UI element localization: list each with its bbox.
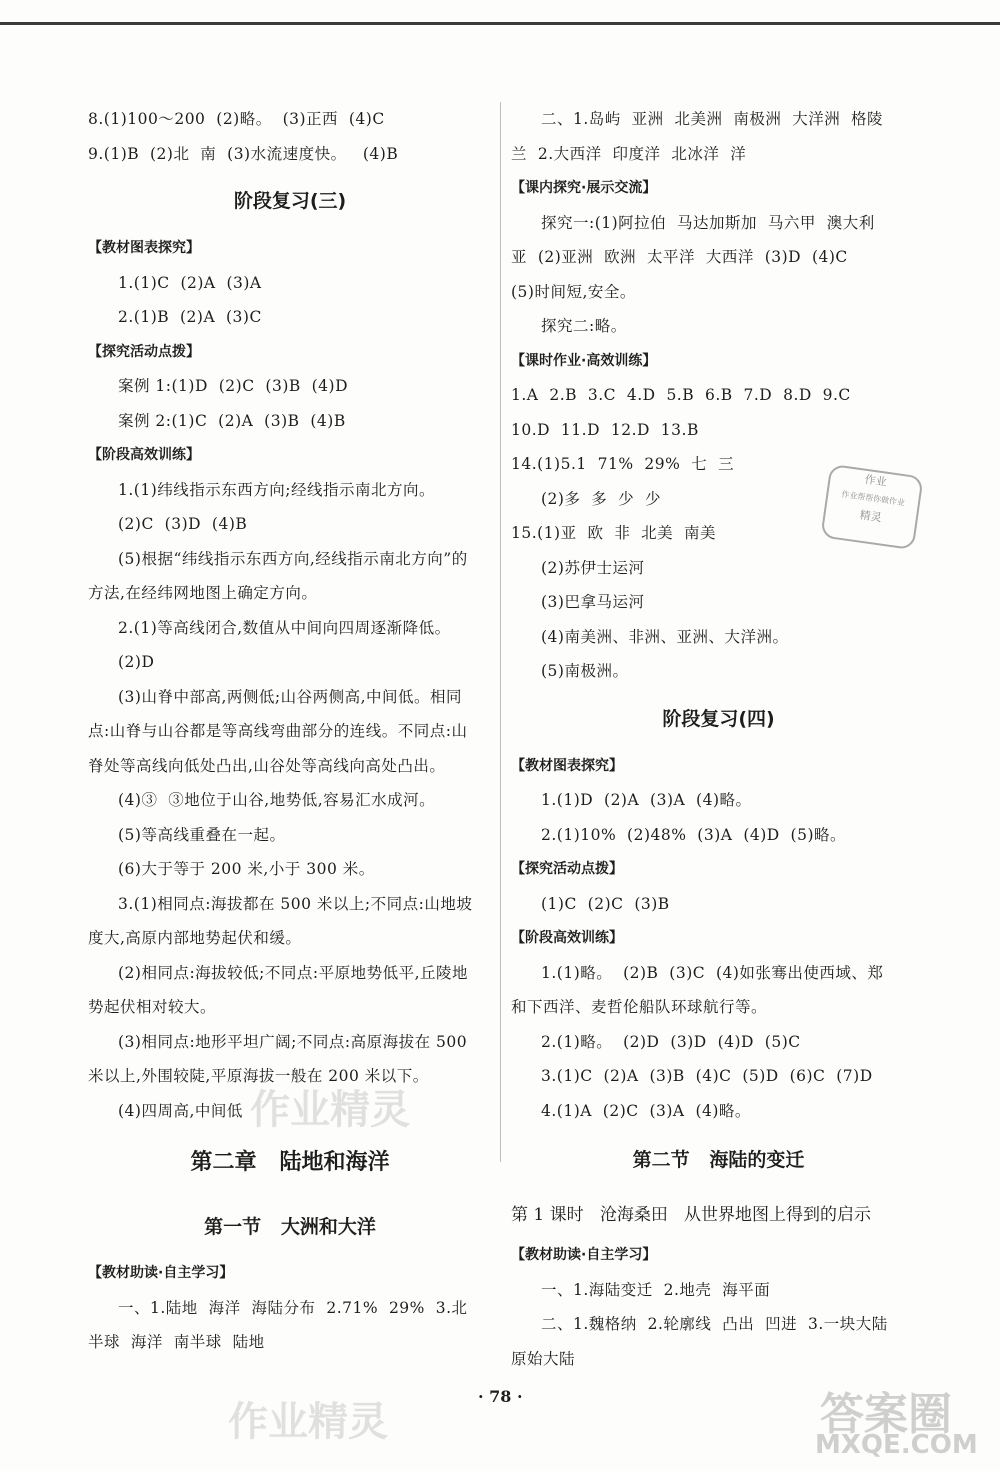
section-tag: 【教材图表探究】 [88, 240, 200, 256]
answer-line: 一、1.陆地 海洋 海陆分布 2.71% 29% 3.北 [118, 1298, 468, 1317]
answer-line: (2)相同点:海拔较低;不同点:平原地势低平,丘陵地 [118, 963, 469, 982]
column-divider [500, 102, 501, 1162]
answer-line: 15.(1)亚 欧 非 北美 南美 [511, 524, 717, 542]
answer-line: 探究一:(1)阿拉伯 马达加斯加 马六甲 澳大利 [541, 213, 875, 232]
answer-line: (6)大于等于 200 米,小于 300 米。 [118, 860, 375, 878]
stamp-line-3: 精灵 [858, 508, 883, 525]
answer-line: 二、1.魏格纳 2.轮廓线 凸出 凹进 3.一块大陆 [541, 1315, 888, 1333]
answer-line: 度大,高原内部地势起伏和缓。 [88, 929, 302, 947]
answer-line: 和下西洋、麦哲伦船队环球航行等。 [511, 998, 768, 1016]
answer-line: (2)多 多 少 少 [541, 489, 662, 508]
answer-line: 脊处等高线向低处凸出,山谷处等高线向高处凸出。 [88, 756, 446, 775]
section-heading: 第二节 海陆的变迁 [632, 1149, 805, 1171]
answer-line: 9.(1)B (2)北 南 (3)水流速度快。 (4)B [88, 144, 399, 163]
watermark-mid: 作业精灵 [250, 1087, 410, 1133]
answer-line: 方法,在经纬网地图上确定方向。 [88, 584, 318, 602]
answer-line: (3)巴拿马运河 [541, 593, 645, 611]
stamp-line-1: 作业 [863, 472, 888, 489]
answer-line: 案例 1:(1)D (2)C (3)B (4)D [118, 377, 349, 395]
section-tag: 【教材助读·自主学习】 [88, 1265, 234, 1281]
answer-line: (2)C (3)D (4)B [118, 515, 248, 533]
answer-line: 2.(1)等高线闭合,数值从中间向四周逐渐降低。 [118, 618, 451, 637]
answer-line: 第 1 课时 沧海桑田 从世界地图上得到的启示 [511, 1205, 872, 1225]
watermark-bottom: 作业精灵 [228, 1399, 388, 1445]
answer-line: 兰 2.大西洋 印度洋 北冰洋 洋 [511, 144, 747, 163]
answer-line: 2.(1)10% (2)48% (3)A (4)D (5)略。 [541, 825, 847, 844]
answer-line: 势起伏相对较大。 [88, 998, 217, 1016]
chapter-heading: 第二章 陆地和海洋 [190, 1150, 390, 1175]
answer-line: 10.D 11.D 12.D 13.B [511, 420, 699, 439]
section-heading: 阶段复习(三) [233, 190, 347, 212]
answer-line: 点:山脊与山谷都是等高线弯曲部分的连线。不同点:山 [88, 722, 468, 740]
answer-line: 3.(1)C (2)A (3)B (4)C (5)D (6)C (7)D [541, 1067, 873, 1085]
answer-line: 二、1.岛屿 亚洲 北美洲 南极洲 大洋洲 格陵 [541, 110, 884, 128]
answer-line: 案例 2:(1)C (2)A (3)B (4)B [118, 411, 346, 430]
answer-line: (4)南美洲、非洲、亚洲、大洋洲。 [541, 627, 789, 646]
answer-line: 1.(1)纬线指示东西方向;经线指示南北方向。 [118, 480, 435, 499]
watermark-corner-url: MXQE.COM [815, 1430, 978, 1460]
section-tag: 【阶段高效训练】 [511, 930, 623, 946]
section-tag: 【课时作业·高效训练】 [511, 352, 657, 369]
answer-line: (2)D [118, 653, 155, 671]
stamp-line-2: 作业帮帮你做作业 [840, 489, 906, 508]
answer-line: 8.(1)100～200 (2)略。 (3)正西 (4)C [88, 110, 385, 128]
left-column [88, 102, 492, 1360]
answer-line: 2.(1)略。 (2)D (3)D (4)D (5)C [541, 1032, 801, 1051]
answer-line: (3)山脊中部高,两侧低;山谷两侧高,中间低。相同 [118, 687, 463, 706]
answer-line: 4.(1)A (2)C (3)A (4)略。 [541, 1101, 751, 1120]
watermark-corner: 答案圈 [820, 1389, 952, 1440]
answer-line: 半球 海洋 南半球 陆地 [88, 1333, 265, 1351]
answer-line: (5)南极洲。 [541, 662, 629, 680]
answer-line: (5)等高线重叠在一起。 [118, 825, 286, 844]
section-tag: 【阶段高效训练】 [88, 447, 200, 463]
answer-line: (3)相同点:地形平坦广阔;不同点:高原海拔在 500 [118, 1032, 468, 1051]
answer-line: (2)苏伊士运河 [541, 558, 645, 577]
answer-line: (1)C (2)C (3)B [541, 894, 670, 913]
section-tag: 【教材图表探究】 [511, 757, 623, 774]
answer-line: 1.(1)D (2)A (3)A (4)略。 [541, 791, 752, 809]
answer-line: 原始大陆 [511, 1349, 576, 1368]
section-tag: 【课内探究·展示交流】 [511, 180, 657, 196]
section-tag: 【探究活动点拨】 [511, 861, 623, 877]
homework-stamp [820, 464, 923, 550]
answer-line: 14.(1)5.1 71% 29% 七 三 [511, 455, 735, 473]
top-rule [0, 22, 1000, 25]
section-tag: 【教材助读·自主学习】 [511, 1247, 657, 1263]
page-number: · 78 · [478, 1387, 523, 1406]
section-tag: 【探究活动点拨】 [88, 343, 200, 360]
answer-line: (4)③ ③地位于山谷,地势低,容易汇水成河。 [118, 791, 436, 809]
section-heading: 第一节 大洲和大洋 [204, 1216, 376, 1238]
answer-line: (5)时间短,安全。 [511, 282, 636, 301]
section-heading: 阶段复习(四) [662, 707, 775, 730]
answer-line: (4)四周高,中间低 [118, 1101, 243, 1120]
answer-line: 1.(1)C (2)A (3)A [118, 273, 262, 292]
answer-line: 一、1.海陆变迁 2.地壳 海平面 [541, 1280, 771, 1299]
answer-line: (5)根据“纬线指示东西方向,经线指示南北方向”的 [118, 549, 468, 568]
right-column [511, 102, 926, 1376]
answer-line: 米以上,外围较陡,平原海拔一般在 200 米以下。 [88, 1067, 429, 1085]
answer-line: 探究二:略。 [541, 317, 627, 335]
answer-line: 亚 (2)亚洲 欧洲 太平洋 大西洋 (3)D (4)C [511, 248, 848, 266]
answer-line: 1.A 2.B 3.C 4.D 5.B 6.B 7.D 8.D 9.C [511, 386, 851, 404]
answer-line: 2.(1)B (2)A (3)C [118, 308, 262, 326]
answer-line: 3.(1)相同点:海拔都在 500 米以上;不同点:山地坡 [118, 894, 473, 913]
answer-line: 1.(1)略。 (2)B (3)C (4)如张骞出使西域、郑 [541, 963, 884, 982]
